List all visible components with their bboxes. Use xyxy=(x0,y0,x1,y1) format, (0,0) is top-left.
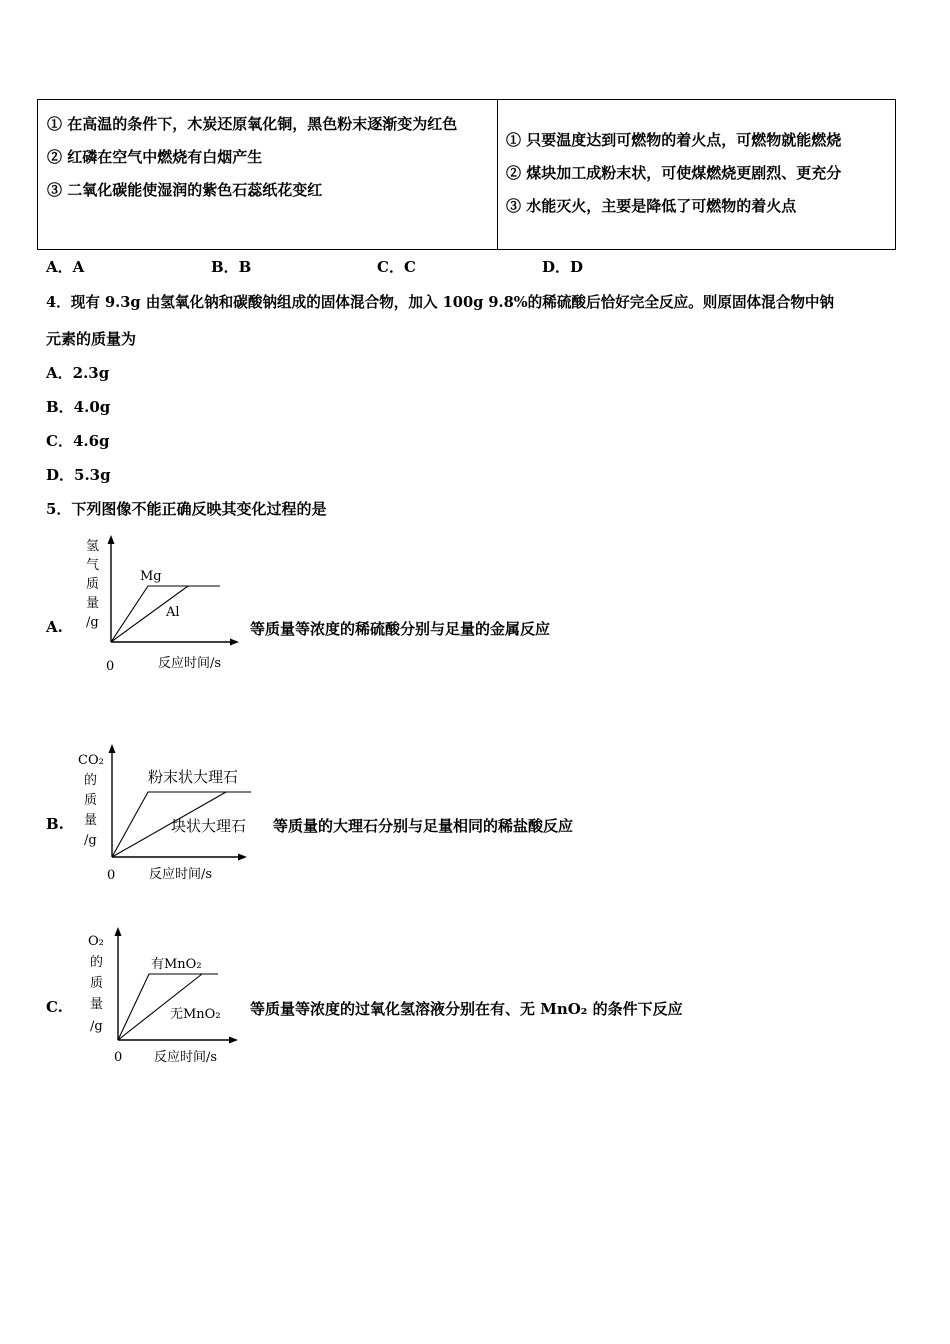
q5-option-b-desc: 等质量的大理石分别与足量相同的稀盐酸反应 xyxy=(273,817,574,835)
graph-a-ylabel-5: /g xyxy=(86,615,99,630)
graph-b-series-2-label: 块状大理石 xyxy=(171,817,247,835)
graph-c-ylabel-3: 质 xyxy=(90,976,104,991)
graph-b-ylabel-2: 的 xyxy=(84,773,98,788)
q3-option-c[interactable]: C．C xyxy=(377,258,416,276)
q5-option-a-letter[interactable]: A. xyxy=(46,618,63,636)
graph-b-series-1-label: 粉末状大理石 xyxy=(148,768,239,786)
table-right-line-3: ③ 水能灭火，主要是降低了可燃物的着火点 xyxy=(506,197,797,215)
graph-b-ylabel-4: 量 xyxy=(84,813,98,828)
q5-option-b-letter[interactable]: B. xyxy=(46,815,64,833)
table-left-line-2: ② 红磷在空气中燃烧有白烟产生 xyxy=(47,148,263,166)
q3-option-b[interactable]: B．B xyxy=(211,258,252,276)
graph-b-origin: 0 xyxy=(107,868,116,883)
table-right-line-2: ② 煤块加工成粉末状，可使煤燃烧更剧烈、更充分 xyxy=(506,164,842,182)
q5-option-c-letter[interactable]: C. xyxy=(46,998,63,1016)
graph-a-series-2-label: Al xyxy=(166,605,180,620)
table-right-line-1: ① 只要温度达到可燃物的着火点，可燃物就能燃烧 xyxy=(506,131,842,149)
graph-c-ylabel-1: O₂ xyxy=(88,934,104,949)
conditions-table xyxy=(37,99,896,250)
graph-a-series-1-label: Mg xyxy=(140,569,162,584)
table-left-line-1: ① 在高温的条件下，木炭还原氧化铜，黑色粉末逐渐变为红色 xyxy=(47,115,458,133)
graph-a-origin: 0 xyxy=(106,659,115,674)
q4-option-c[interactable]: C．4.6g xyxy=(46,432,110,450)
q4-stem-line-2: 元素的质量为 xyxy=(46,330,137,348)
graph-c-series-1-label: 有MnO₂ xyxy=(151,957,202,972)
q5-option-a-desc: 等质量等浓度的稀硫酸分别与足量的金属反应 xyxy=(250,620,551,638)
q3-option-a[interactable]: A．A xyxy=(46,258,85,276)
graph-c-origin: 0 xyxy=(114,1050,123,1065)
q5-stem: 5．下列图像不能正确反映其变化过程的是 xyxy=(46,500,327,518)
graph-a-y-arrow xyxy=(108,535,115,544)
graph-b-ylabel-3: 质 xyxy=(84,793,98,808)
graph-b-ylabel-5: /g xyxy=(84,833,97,848)
q5-option-c-desc: 等质量等浓度的过氧化氢溶液分别在有、无 MnO₂ 的条件下反应 xyxy=(250,1000,683,1018)
graph-a-ylabel-3: 质 xyxy=(86,577,100,592)
graph-c-ylabel-5: /g xyxy=(90,1019,103,1034)
graph-a xyxy=(78,532,243,677)
graph-b-x-arrow xyxy=(238,854,247,861)
graph-c-ylabel-4: 量 xyxy=(90,997,104,1012)
graph-a-ylabel-2: 气 xyxy=(86,558,100,573)
graph-c-xlabel: 反应时间/s xyxy=(154,1050,218,1065)
table-left-line-3: ③ 二氧化碳能使湿润的紫色石蕊纸花变红 xyxy=(47,181,323,199)
table-right-cell xyxy=(498,100,895,249)
graph-c xyxy=(82,925,242,1070)
graph-a-ylabel-4: 量 xyxy=(86,596,100,611)
table-left-cell xyxy=(38,100,498,249)
graph-c-x-arrow xyxy=(229,1037,238,1044)
q4-option-d[interactable]: D．5.3g xyxy=(46,466,111,484)
q3-option-d[interactable]: D．D xyxy=(542,258,584,276)
graph-b-ylabel-1: CO₂ xyxy=(78,753,104,768)
graph-a-ylabel-1: 氢 xyxy=(86,539,100,554)
graph-b xyxy=(76,740,268,885)
graph-a-x-arrow xyxy=(230,639,239,646)
graph-a-xlabel: 反应时间/s xyxy=(158,656,222,671)
graph-c-y-arrow xyxy=(115,927,122,936)
graph-c-ylabel-2: 的 xyxy=(90,955,104,970)
q4-option-a[interactable]: A．2.3g xyxy=(46,364,110,382)
q4-option-b[interactable]: B．4.0g xyxy=(46,398,111,416)
graph-b-y-arrow xyxy=(109,744,116,753)
q4-stem-line-1: 4．现有 9.3g 由氢氧化钠和碳酸钠组成的固体混合物，加入 100g 9.8%的稀硫酸后恰好完全反应。则原固体混合物中钠 xyxy=(46,294,835,311)
graph-b-xlabel: 反应时间/s xyxy=(149,867,213,882)
graph-c-series-2-label: 无MnO₂ xyxy=(170,1007,221,1022)
